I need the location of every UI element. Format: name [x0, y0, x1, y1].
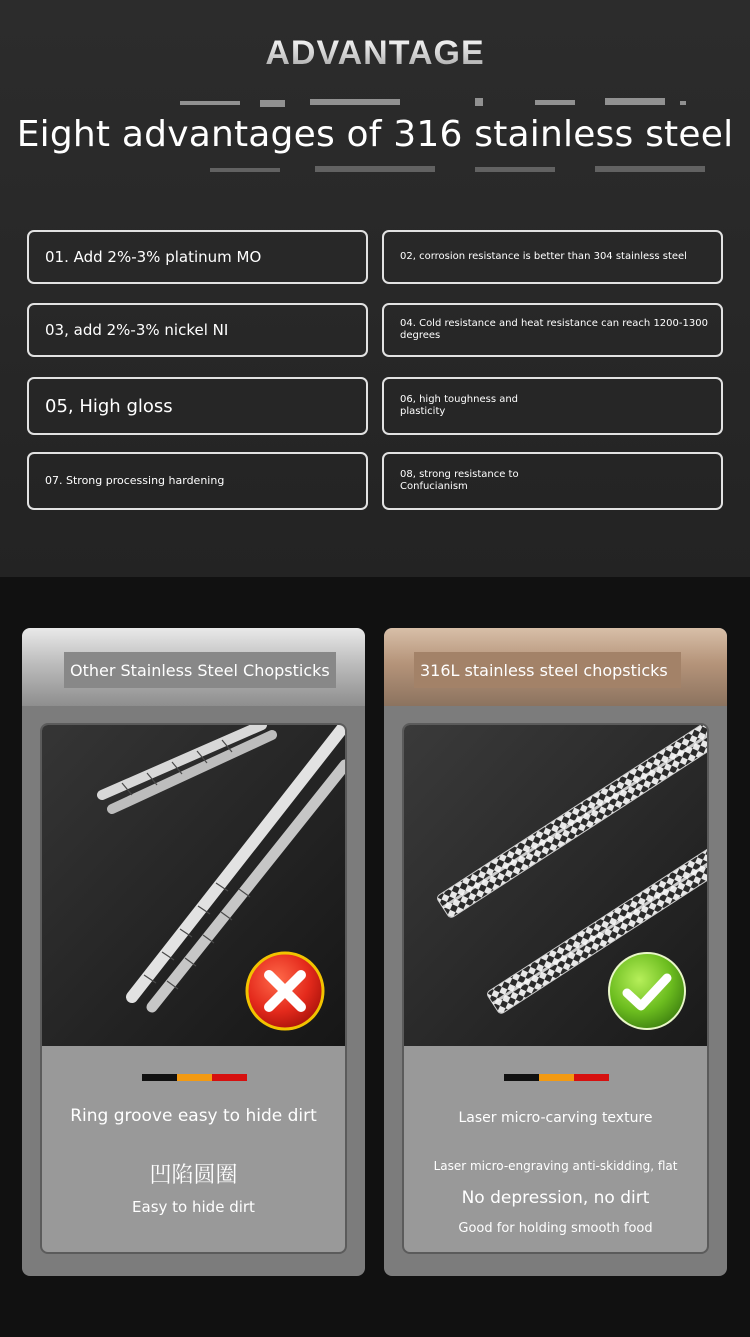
germany-flag-stripe: [142, 1074, 247, 1081]
advantage-label: ADVANTAGE: [0, 34, 750, 73]
advantage-text: 04. Cold resistance and heat resistance can reach 1200-1300 degrees: [400, 318, 708, 341]
panel-title: 316L stainless steel chopsticks: [414, 652, 681, 688]
feature-line-3: Easy to hide dirt: [132, 1198, 255, 1216]
panel-content: [40, 723, 347, 1254]
advantage-text: 06, high toughness and plasticity: [400, 394, 519, 417]
advantage-card-06: [382, 377, 723, 435]
feature-line-4: Good for holding smooth food: [458, 1221, 653, 1236]
our-chopsticks-panel: [384, 628, 727, 1276]
page-title: Eight advantages of 316 stainless steel: [16, 114, 734, 155]
feature-line-2: Laser micro-engraving anti-skidding, flat: [433, 1159, 678, 1173]
advantages-section: [0, 0, 750, 577]
advantage-card-05: [27, 377, 368, 435]
panel-header: [22, 628, 365, 706]
advantage-card-03: [27, 303, 368, 357]
advantage-text: 01. Add 2%-3% platinum MO: [45, 248, 262, 266]
advantage-card-08: [382, 452, 723, 510]
other-chopsticks-panel: [22, 628, 365, 1276]
cross-mark-icon: [245, 951, 325, 1031]
feature-line-1: Laser micro-carving texture: [458, 1110, 653, 1126]
advantage-card-01: [27, 230, 368, 284]
feature-line-1: Ring groove easy to hide dirt: [70, 1106, 317, 1126]
feature-line-2: 凹陷圆圈: [149, 1163, 238, 1188]
advantage-text: 05, High gloss: [45, 395, 173, 417]
advantage-card-04: [382, 303, 723, 357]
panel-title: Other Stainless Steel Chopsticks: [64, 652, 336, 688]
panel-header: [384, 628, 727, 706]
advantage-text: 03, add 2%-3% nickel NI: [45, 321, 229, 339]
advantage-text: 02, corrosion resistance is better than 304 stainless steel: [400, 251, 687, 262]
advantage-text: 08, strong resistance to Confucianism: [400, 469, 519, 492]
advantage-card-02: [382, 230, 723, 284]
panel-content: [402, 723, 709, 1254]
feature-line-3: No depression, no dirt: [461, 1188, 650, 1208]
advantage-text: 07. Strong processing hardening: [45, 474, 225, 487]
germany-flag-stripe: [504, 1074, 609, 1081]
advantage-card-07: [27, 452, 368, 510]
check-mark-icon: [607, 951, 687, 1031]
